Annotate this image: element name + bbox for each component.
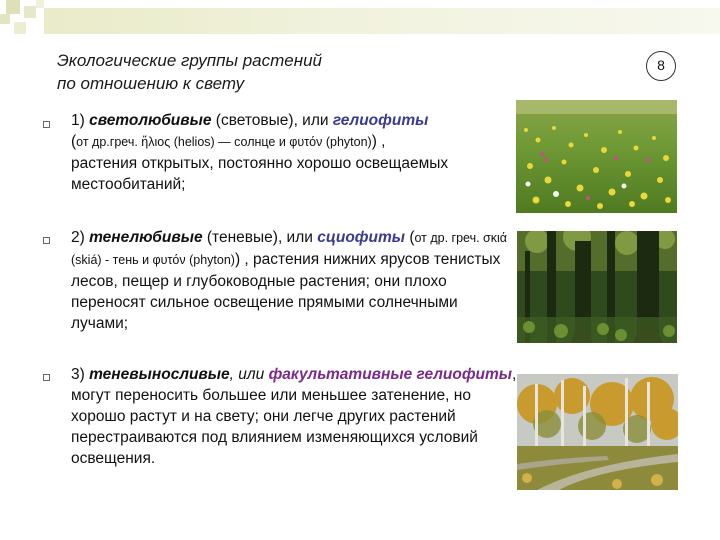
term-sciophytes: сциофиты [317,229,406,246]
slide-number: 8 [646,51,676,81]
meadow-photo [516,100,677,213]
bullet-3 [43,374,50,381]
bullet-1 [43,121,50,128]
term-shade-tolerant: теневыносливые [89,366,230,383]
item-2-text: 2) тенелюбивые (теневые), или сциофиты (от др. греч. σκιά (skiá) - тень и φυτόν (phyton)) , растения нижних ярусов тенистых лесов, пещер и глубоководные растения; они плохо переносят сильное освещение прямыми солнечными лучами; [71,229,508,332]
description-2: растения нижних ярусов тенистых лесов, пещер и глубоководные растения; они плохо переносят сильное освещение прямыми солнечными лучами; [71,251,501,332]
etymology-2: от др. греч. σκιά (skiá) - тень и φυτόν (phyton) [71,231,508,267]
title-line-2: по отношению к свету [57,74,245,93]
etymology-1: от др.греч. ἥλιος (helios) — солнце и φυτόν (phyton) [76,135,372,149]
term-heliophytes: гелиофиты [332,112,429,129]
header-bar [44,8,720,34]
bullet-2 [43,237,50,244]
description-3: , могут переносить большее или меньшее затенение, но хорошо растут и на свету; они легче других растений перестраиваются под влиянием изменяющихся условий освещения. [71,366,517,467]
title-line-1: Экологические группы растений [57,51,323,70]
autumn-birch-forest-photo [517,374,678,490]
item-3-text: 3) теневыносливые, или факультативные гелиофиты, могут переносить большее или меньшее затенение, но хорошо растут и на свету; они легче других растений перестраиваются под влиянием изменяющихся условий освещения. [71,366,517,467]
slide-title [57,49,417,95]
term-shade-loving: тенелюбивые [89,229,203,246]
description-1: растения открытых, постоянно хорошо освещаемых местообитаний; [71,155,449,193]
term-facultative-heliophytes: факультативные гелиофиты [268,366,513,383]
term-heliophiles-light: светолюбивые [89,112,212,129]
shaded-forest-photo [517,231,677,343]
item-1-text: 1) светолюбивые (световые), или гелиофиты (от др.греч. ἥλιος (helios) — солнце и φυτόν (phyton)) , растения открытых, постоянно хорошо освещаемых местообитаний; [71,112,449,193]
